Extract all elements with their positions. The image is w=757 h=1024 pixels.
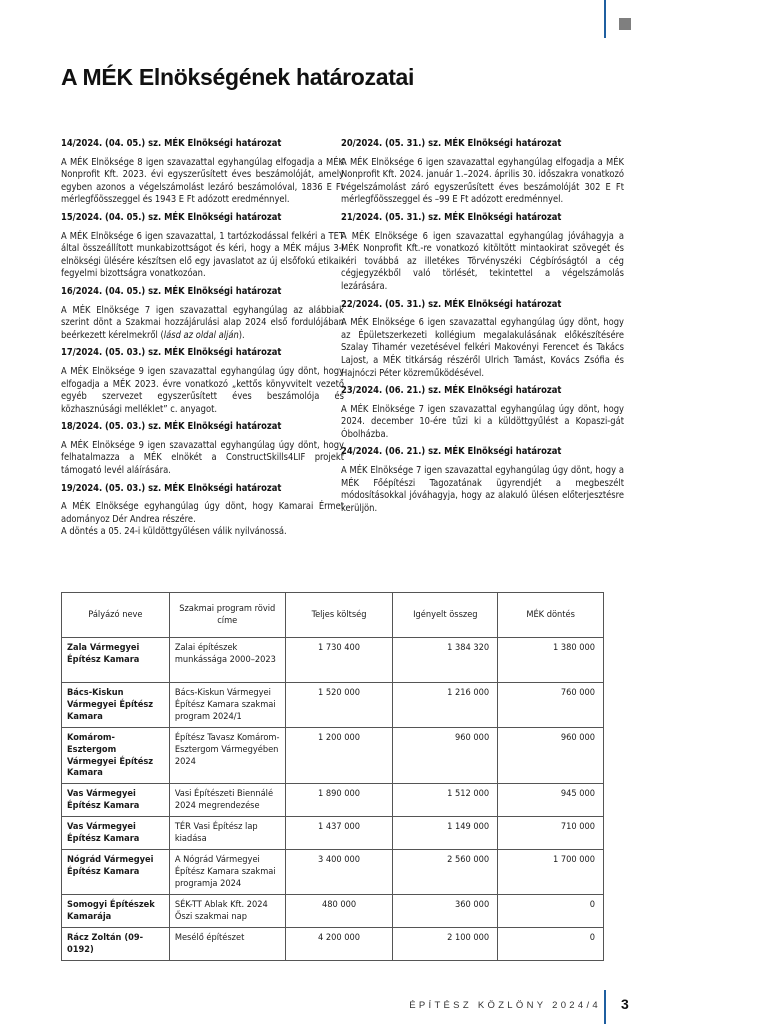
decision-note: A döntés a 05. 24-i küldöttgyűlésen válik nyilvánossá. <box>61 526 287 538</box>
decision-text: A MÉK Elnöksége 6 igen szavazattal, 1 tartózkodással felkéri a TET által összeállított munkabizottságot és kéri, hogy a MÉK május 3-i elnökségi ülésére készítsen elő egy javaslatot az új elsőfokú etikai-fegyelmi bizottságra vonatkozóan. <box>61 230 344 280</box>
cell-requested: 1 216 000 <box>393 683 498 728</box>
cell-total-cost: 1 520 000 <box>285 683 393 728</box>
decision-text: A MÉK Elnöksége 6 igen szavazattal egyhangúlag elfogadja a MÉK Nonprofit Kft. 2024. január 1.–2024. április 30. időszakra vonatkozó végelszámolást záró egyszerűsített éves beszámolóját 302 E Ft mérlegfőösszeggel és –99 E Ft adózott eredménnyel. <box>341 156 624 206</box>
decision-heading: 19/2024. (05. 03.) sz. MÉK Elnökségi határozat <box>61 482 282 494</box>
table-row <box>62 928 604 961</box>
cell-program: A Nógrád Vármegyei Építész Kamara szakmai programja 2024 <box>169 850 285 895</box>
decision-heading: 21/2024. (05. 31.) sz. MÉK Elnökségi határozat <box>341 211 562 223</box>
decision-text: A MÉK Elnöksége 9 igen szavazattal egyhangúlag úgy dönt, hogy elfogadja a MÉK 2023. évre vonatkozó „kettős könyvvitelt vezető egyéb szervezet egyszerűsített éves beszámolója és közhasznúsági melléklet” c. anyagot. <box>61 365 344 415</box>
cell-requested: 2 560 000 <box>393 850 498 895</box>
cell-program: Zalai építészek munkássága 2000–2023 <box>169 638 285 683</box>
table-row <box>62 638 604 683</box>
decision-text: A MÉK Elnöksége 7 igen szavazattal egyhangúlag úgy dönt, hogy a MÉK Főépítészi Tagozatának ügyrendjét a megbeszélt módosításokkal jóváhagyja, hogy az alakuló ülésen előterjesztésre kerüljön. <box>341 465 624 514</box>
publication-footer: ÉPÍTÉSZ KÖZLÖNY 2024/4 <box>409 1000 601 1011</box>
cell-program: Vasi Építészeti Biennálé 2024 megrendezése <box>169 784 285 817</box>
cell-total-cost: 1 200 000 <box>285 728 393 784</box>
decision-heading: 20/2024. (05. 31.) sz. MÉK Elnökségi határozat <box>341 138 562 149</box>
cell-decision: 0 <box>498 928 604 961</box>
decision-heading: 18/2024. (05. 03.) sz. MÉK Elnökségi határozat <box>61 421 282 433</box>
table-header-row <box>62 593 604 638</box>
column-header-requested: Igényelt összeg <box>393 593 498 638</box>
decision-20 <box>341 138 624 207</box>
cell-applicant: Bács-Kiskun Vármegyei Építész Kamara <box>62 683 170 728</box>
cell-applicant: Nógrád Vármegyei Építész Kamara <box>62 850 170 895</box>
table-row <box>62 683 604 728</box>
cell-total-cost: 1 730 400 <box>285 638 393 683</box>
table-row <box>62 850 604 895</box>
cell-total-cost: 4 200 000 <box>285 928 393 961</box>
decision-text: A MÉK Elnöksége 7 igen szavazattal egyhangúlag úgy dönt, hogy 2024. december 10-ére tűzi ki a küldöttgyűlést a Kopaszi-gát Óbolházba. <box>341 403 624 440</box>
cell-decision: 945 000 <box>498 784 604 817</box>
cell-applicant: Vas Vármegyei Építész Kamara <box>62 784 170 817</box>
cell-decision: 0 <box>498 895 604 928</box>
decision-15 <box>61 212 344 281</box>
grant-decisions-table <box>61 592 604 961</box>
decisions-column-right <box>341 138 624 520</box>
table-row <box>62 784 604 817</box>
cell-total-cost: 3 400 000 <box>285 850 393 895</box>
decision-22 <box>341 299 624 381</box>
cell-program: Mesélő építészet <box>169 928 285 961</box>
cell-total-cost: 1 437 000 <box>285 817 393 850</box>
decision-17 <box>61 347 344 416</box>
column-header-program: Szakmai program rövid címe <box>169 593 285 638</box>
cell-program: Bács-Kiskun Vármegyei Építész Kamara szakmai program 2024/1 <box>169 683 285 728</box>
cell-total-cost: 1 890 000 <box>285 784 393 817</box>
decision-text: A MÉK Elnöksége 8 igen szavazattal egyhangúlag elfogadja a MÉK Nonprofit Kft. 2023. évi egyszerűsített éves beszámolóját, amely egyben azonos a végelszámolást lezáró beszámolóval, 1836 E Ft mérlegfőösszeggel és 1943 E Ft adózott eredménnyel. <box>61 156 344 206</box>
page-title: A MÉK Elnökségének határozatai <box>61 64 415 90</box>
cell-decision: 1 380 000 <box>498 638 604 683</box>
decision-16 <box>61 286 344 342</box>
footer-accent-rule <box>604 990 606 1024</box>
cell-requested: 1 384 320 <box>393 638 498 683</box>
decision-14 <box>61 138 344 207</box>
cell-applicant: Zala Vármegyei Építész Kamara <box>62 638 170 683</box>
decision-heading: 23/2024. (06. 21.) sz. MÉK Elnökségi határozat <box>341 385 562 397</box>
decision-text-main: A MÉK Elnöksége 7 igen szavazattal egyhangúlag az alábbiak szerint dönt a Szakmai hozzájárulási alap 2024 első fordulójában beérkezett kérelmekről ( <box>61 304 344 341</box>
cell-requested: 960 000 <box>393 728 498 784</box>
cell-program: SÉK-TT Ablak Kft. 2024 Őszi szakmai nap <box>169 895 285 928</box>
decision-24 <box>341 446 624 515</box>
decision-text: A MÉK Elnöksége 9 igen szavazattal egyhangúlag úgy dönt, hogy felhatalmazza a MÉK elnökét a ConstructSkills4LIF projekt támogató levél aláírására. <box>61 439 344 477</box>
cell-decision: 960 000 <box>498 728 604 784</box>
top-accent-rule <box>604 0 606 38</box>
decision-heading: 24/2024. (06. 21.) sz. MÉK Elnökségi határozat <box>341 446 562 458</box>
cell-decision: 760 000 <box>498 683 604 728</box>
decision-text: A MÉK Elnöksége 6 igen szavazattal egyhangúlag jóváhagyja a MÉK Nonprofit Kft.-re vonatkozó kitöltött mintaokirat szövegét és kéri továbbá az illetékes Törvényszéki Cégbíróságtól a cég cégjegyzékből való törlését, tekintettel a végelszámolás lezárására. <box>341 230 624 292</box>
cell-requested: 360 000 <box>393 895 498 928</box>
cell-requested: 2 100 000 <box>393 928 498 961</box>
cell-applicant: Somogyi Építészek Kamarája <box>62 895 170 928</box>
column-header-decision: MÉK döntés <box>498 593 604 638</box>
page-number: 3 <box>621 996 629 1012</box>
decision-heading: 16/2024. (04. 05.) sz. MÉK Elnökségi határozat <box>61 285 282 297</box>
decision-18 <box>61 421 344 477</box>
corner-square-mark <box>619 18 631 30</box>
decision-heading: 15/2024. (04. 05.) sz. MÉK Elnökségi határozat <box>61 211 282 223</box>
column-header-applicant: Pályázó neve <box>62 593 170 638</box>
column-header-total-cost: Teljes költség <box>285 593 393 638</box>
decision-heading: 14/2024. (04. 05.) sz. MÉK Elnökségi határozat <box>61 138 282 149</box>
table-row <box>62 817 604 850</box>
decision-heading: 22/2024. (05. 31.) sz. MÉK Elnökségi határozat <box>341 298 562 310</box>
decision-heading: 17/2024. (05. 03.) sz. MÉK Elnökségi határozat <box>61 347 282 359</box>
decision-23 <box>341 385 624 441</box>
decision-text: A MÉK Elnöksége 6 igen szavazattal egyhangúlag úgy dönt, hogy az Épületszerkezeti kollégium megalakulásának előkészítésére Szalay Tihamér vezetésével felkéri Makovényi Ferencet és Takács Lajost, a MÉK titkárság részéről Ulrich Tamást, Kovács Zsófia és Hajnóczi Péter közreműködésével. <box>341 317 624 379</box>
cell-requested: 1 512 000 <box>393 784 498 817</box>
cell-applicant: Komárom-Esztergom Vármegyei Építész Kamara <box>62 728 170 784</box>
cell-program: Építész Tavasz Komárom-Esztergom Vármegyében 2024 <box>169 728 285 784</box>
cell-applicant: Rácz Zoltán (09-0192) <box>62 928 170 961</box>
decision-19 <box>61 483 344 539</box>
decision-text <box>61 305 344 343</box>
table-row <box>62 728 604 784</box>
cell-requested: 1 149 000 <box>393 817 498 850</box>
cell-decision: 1 700 000 <box>498 850 604 895</box>
decisions-column-left <box>61 138 344 544</box>
decision-text-end: ). <box>238 329 245 341</box>
table-row <box>62 895 604 928</box>
decision-text: A MÉK Elnöksége egyhangúlag úgy dönt, hogy Kamarai Érmet adományoz Dér Andrea részére. <box>61 501 344 525</box>
cell-decision: 710 000 <box>498 817 604 850</box>
page-reference-link: lásd az oldal alján <box>163 329 239 341</box>
cell-program: TÉR Vasi Építész lap kiadása <box>169 817 285 850</box>
decision-21 <box>341 212 624 294</box>
cell-applicant: Vas Vármegyei Építész Kamara <box>62 817 170 850</box>
cell-total-cost: 480 000 <box>285 895 393 928</box>
